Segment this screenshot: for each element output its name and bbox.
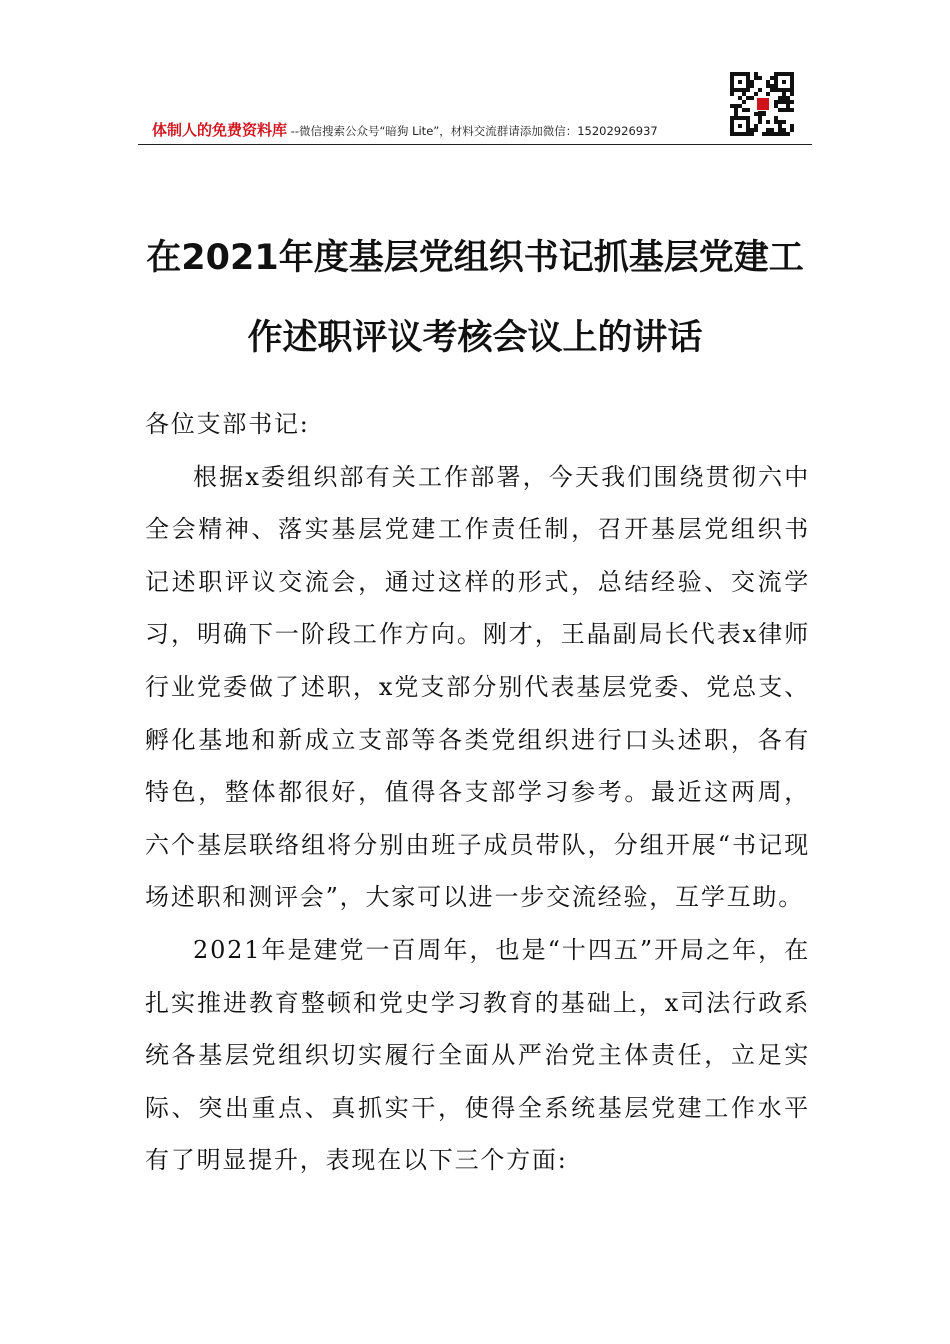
- document-header: [138, 64, 812, 146]
- salutation: 各位支部书记:: [145, 410, 310, 438]
- header-tagline: --微信搜索公众号“暗狗 Lite”，材料交流群请添加微信：15202926937: [287, 124, 658, 138]
- qr-logo-icon: [756, 97, 770, 111]
- document-body: [145, 398, 810, 1187]
- brand-name: 体制人的免费资料库: [152, 121, 288, 139]
- header-text: [152, 121, 658, 140]
- document-title: 在2021年度基层党组织书记抓基层党建工作述职评议考核会议上的讲话: [146, 238, 804, 358]
- paragraph-2: 2021年是建党一百周年，也是“十四五”开局之年，在扎实推进教育整顿和党史学习教育的基础上，x司法行政系统各基层党组织切实履行全面从严治党主体责任，立足实际、突出重点、真抓实干，使得全系统基层党建工作水平有了明显提升，表现在以下三个方面:: [145, 935, 810, 1175]
- paragraph-1: 根据x委组织部有关工作部署，今天我们围绕贯彻六中全会精神、落实基层党建工作责任制，召开基层党组织书记述职评议交流会，通过这样的形式，总结经验、交流学习，明确下一阶段工作方向。刚才，王晶副局长代表x律师行业党委做了述职，x党支部分别代表基层党委、党总支、孵化基地和新成立支部等各类党组织进行口头述职，各有特色，整体都很好，值得各支部学习参考。最近这两周，六个基层联络组将分别由班子成员带队，分组开展“书记现场述职和测评会”，大家可以进一步交流经验，互学互助。: [145, 462, 810, 912]
- header-divider: [138, 144, 812, 145]
